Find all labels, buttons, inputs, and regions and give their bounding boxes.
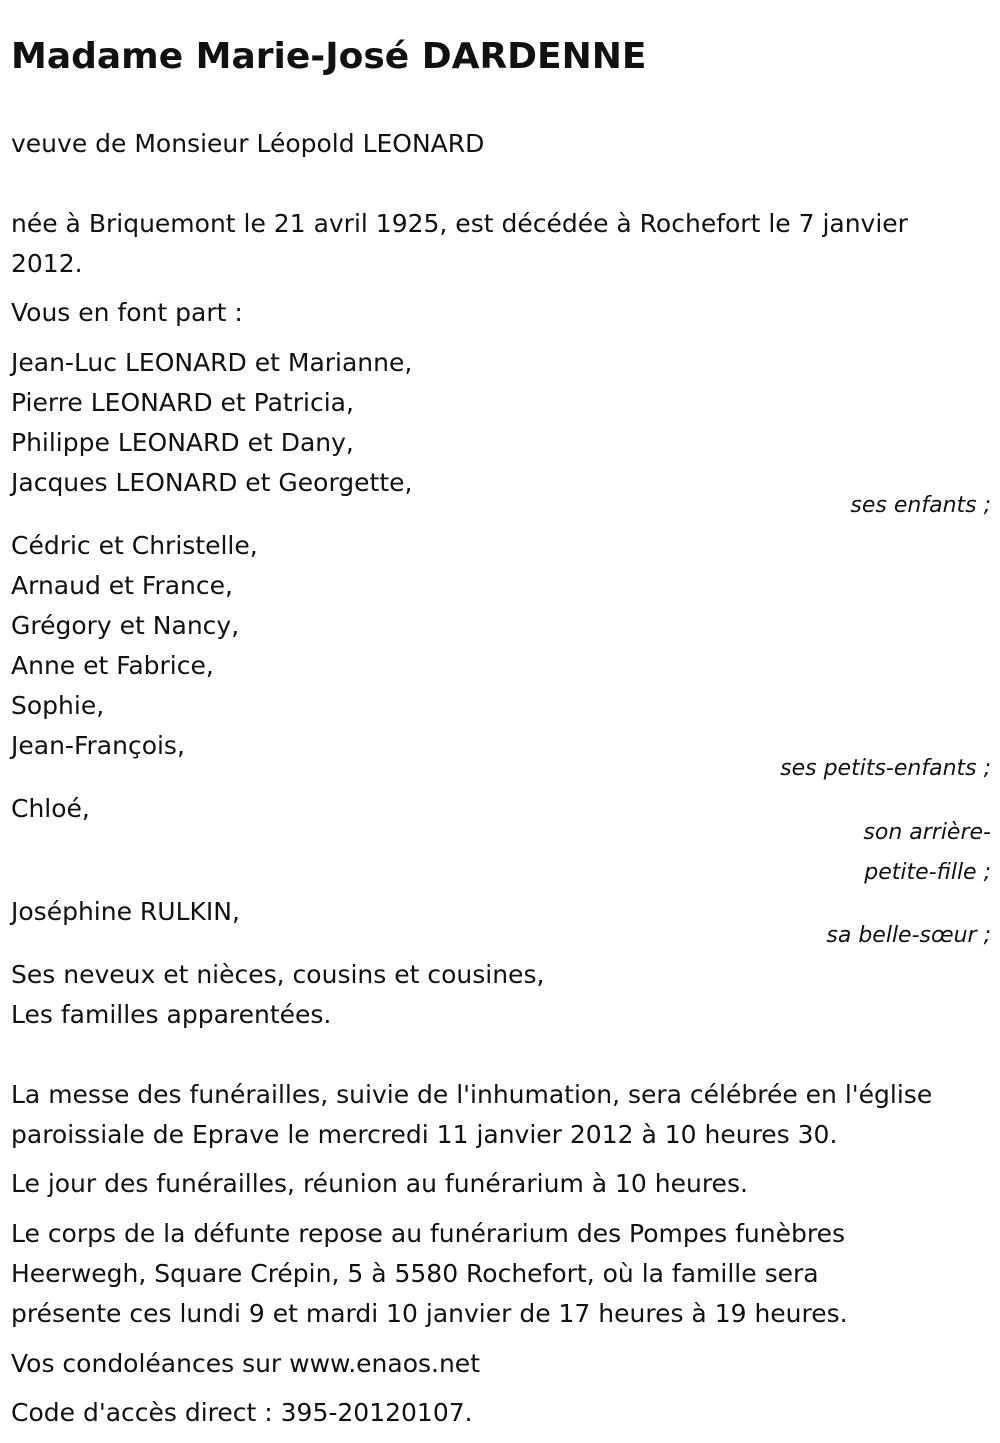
deceased-name: Madame Marie-José DARDENNE (11, 36, 647, 77)
body-line-1: Le corps de la défunte repose au funérarium des Pompes funèbres (11, 1219, 845, 1248)
grandchild-line: Cédric et Christelle, (11, 531, 258, 560)
others-line: Les familles apparentées. (11, 1000, 332, 1029)
grandchild-line: Sophie, (11, 691, 105, 720)
meeting-line: Le jour des funérailles, réunion au funérarium à 10 heures. (11, 1169, 748, 1198)
child-line: Jean-Luc LEONARD et Marianne, (11, 348, 413, 377)
others-line: Ses neveux et nièces, cousins et cousines, (11, 960, 545, 989)
announce-text: Vous en font part : (11, 298, 243, 327)
sister-in-law-line: Joséphine RULKIN, (11, 897, 240, 926)
children-label: ses enfants ; (850, 493, 991, 518)
mass-line-1: La messe des funérailles, suivie de l'inhumation, sera célébrée en l'église (11, 1080, 933, 1109)
birth-death-line-2: 2012. (11, 249, 83, 278)
great-grandchild-label-1: son arrière- (863, 820, 991, 845)
widow-of: veuve de Monsieur Léopold LEONARD (11, 129, 485, 158)
grandchild-line: Arnaud et France, (11, 571, 233, 600)
grandchild-line: Grégory et Nancy, (11, 611, 240, 640)
mass-line-2: paroissiale de Eprave le mercredi 11 janvier 2012 à 10 heures 30. (11, 1120, 838, 1149)
grandchild-line: Jean-François, (11, 731, 185, 760)
grandchildren-label: ses petits-enfants ; (780, 756, 991, 781)
body-line-3: présente ces lundi 9 et mardi 10 janvier de 17 heures à 19 heures. (11, 1299, 848, 1328)
body-line-2: Heerwegh, Square Crépin, 5 à 5580 Rochefort, où la famille sera (11, 1259, 819, 1288)
birth-death-line-1: née à Briquemont le 21 avril 1925, est décédée à Rochefort le 7 janvier (11, 209, 908, 238)
child-line: Pierre LEONARD et Patricia, (11, 388, 354, 417)
access-code-line: Code d'accès direct : 395-20120107. (11, 1398, 473, 1427)
great-grandchild-label-2: petite-fille ; (864, 860, 991, 885)
condolences-line: Vos condoléances sur www.enaos.net (11, 1349, 480, 1378)
sister-in-law-label: sa belle-sœur ; (826, 923, 991, 948)
child-line: Jacques LEONARD et Georgette, (11, 468, 413, 497)
great-grandchild-line: Chloé, (11, 794, 90, 823)
child-line: Philippe LEONARD et Dany, (11, 428, 354, 457)
grandchild-line: Anne et Fabrice, (11, 651, 214, 680)
